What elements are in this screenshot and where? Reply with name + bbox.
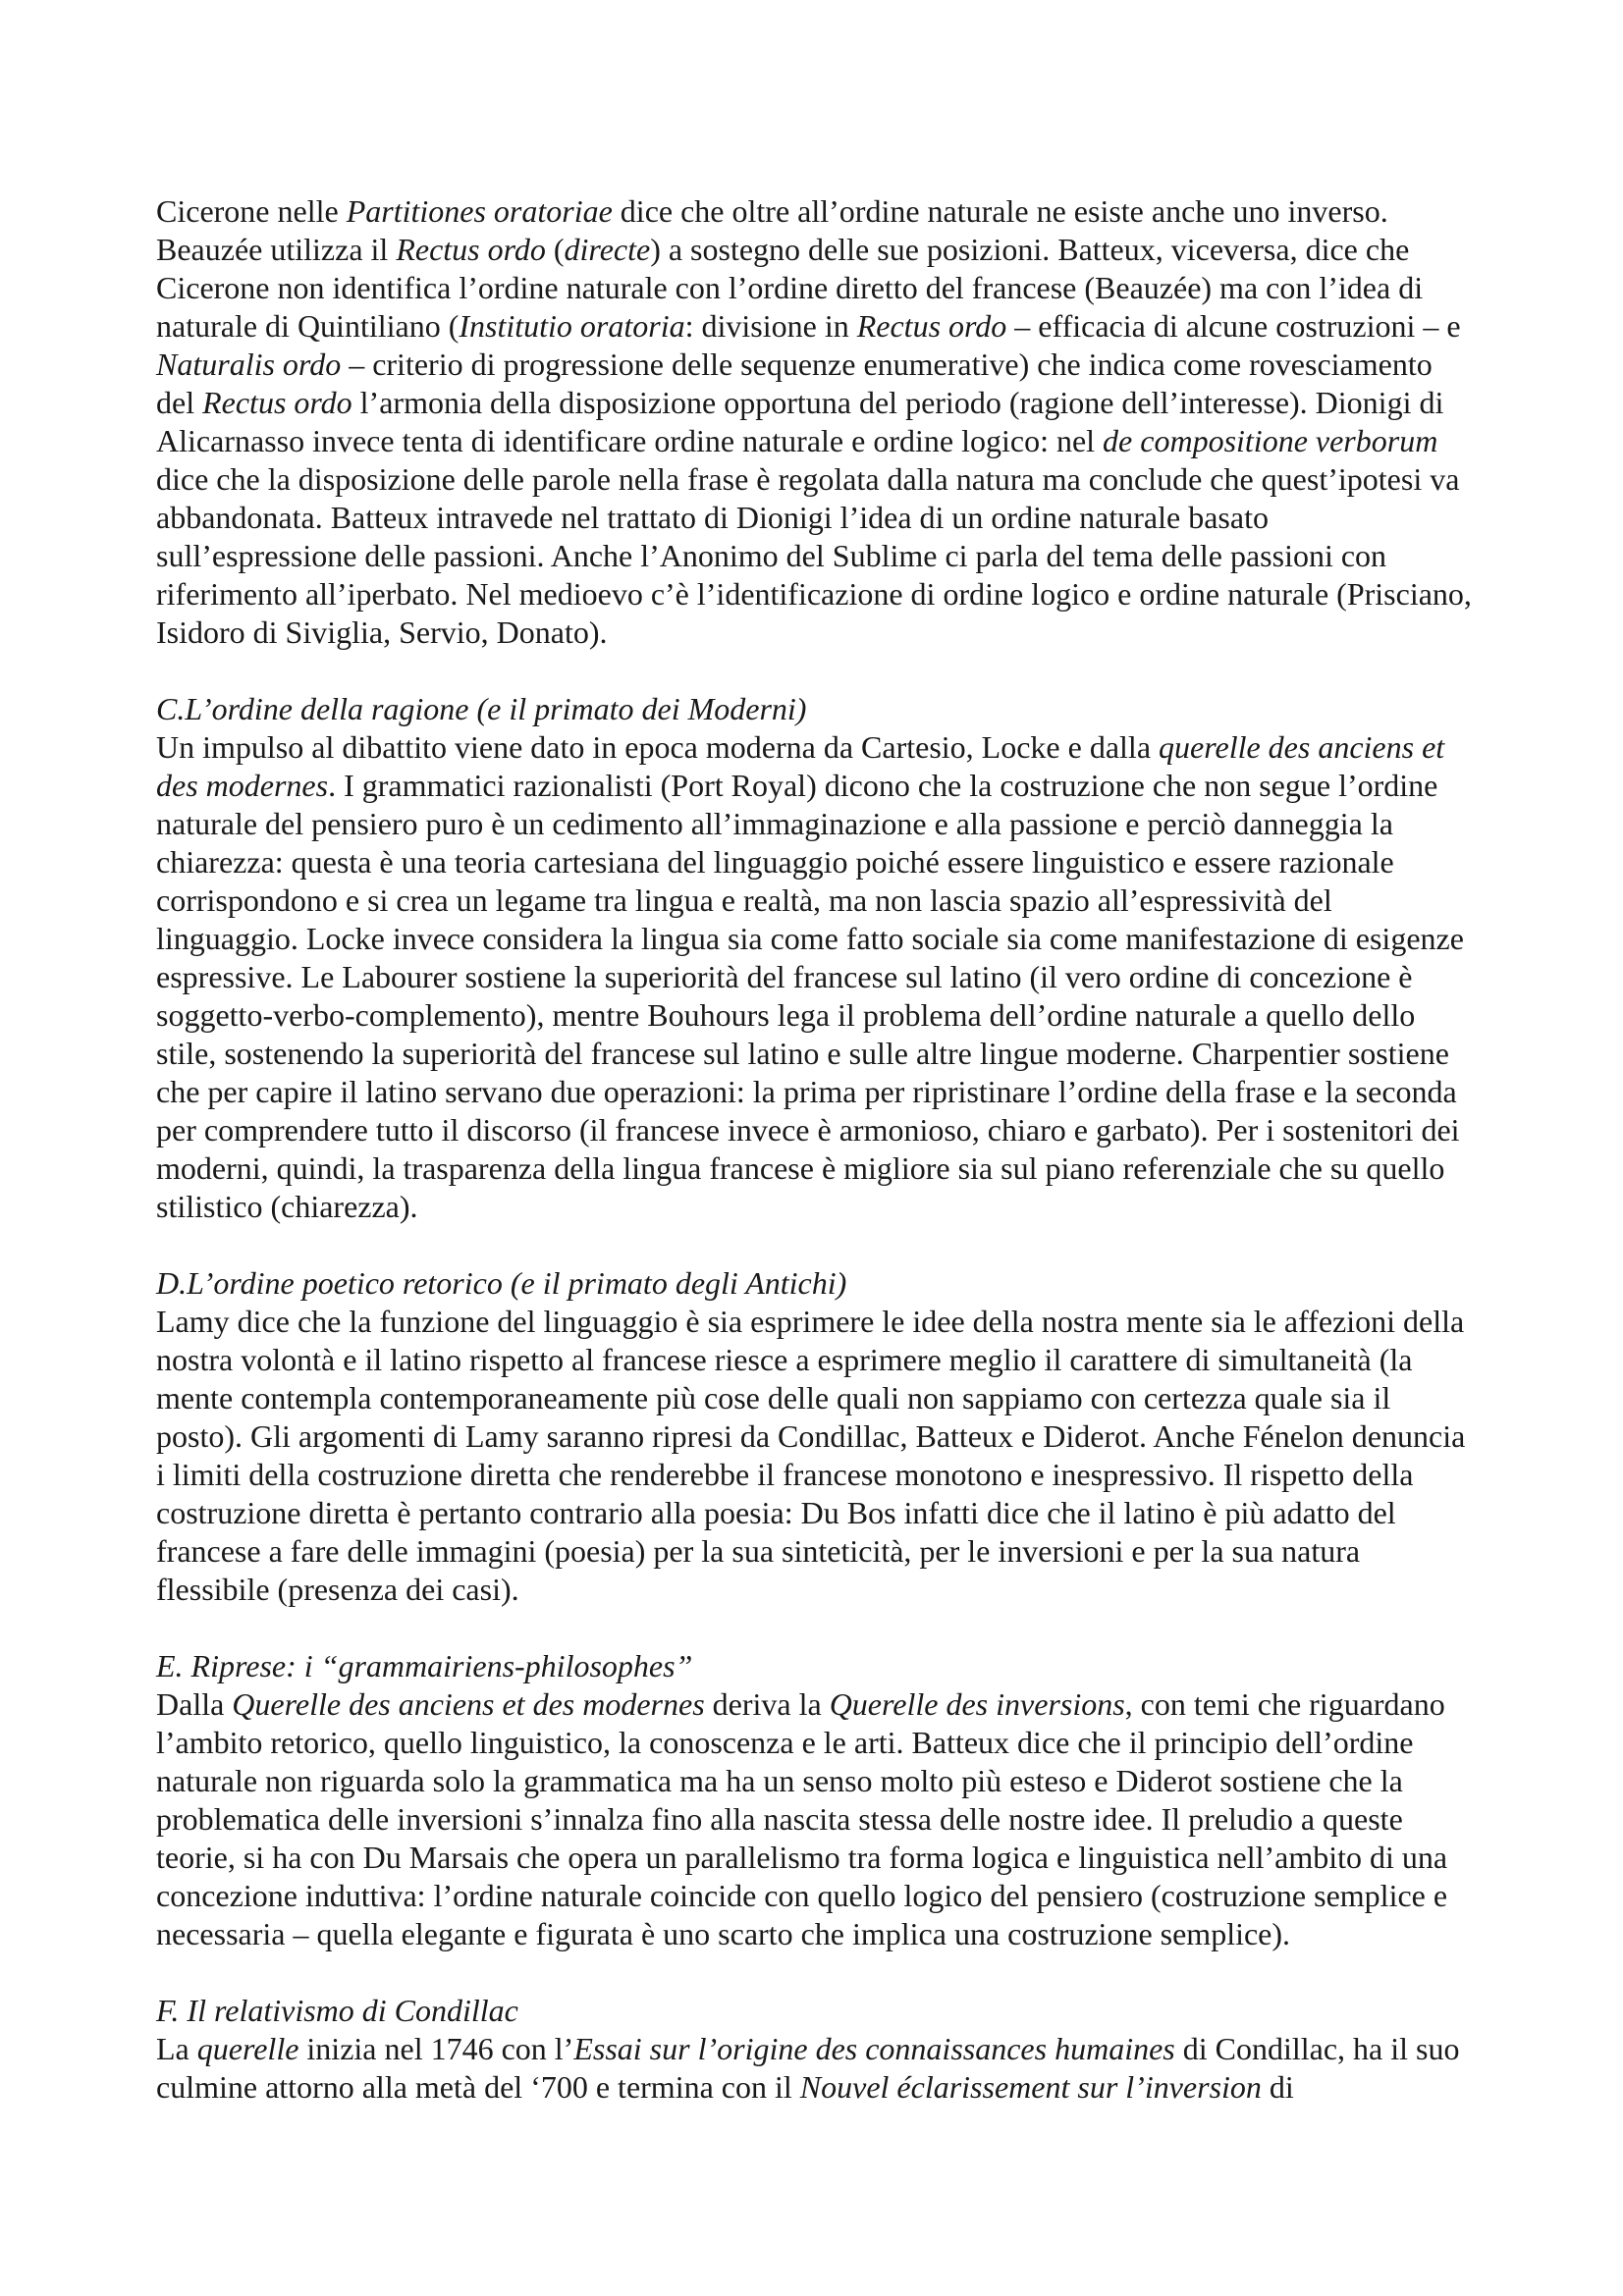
- text-segment: dice che la disposizione delle parole nella frase è regolata dalla natura ma conclude che quest’ipotesi va abbandonata. Batteux intravede nel trattato di Dionigi l’idea di un ordine naturale basato sull’espressione delle passioni. Anche l’Anonimo del Sublime ci parla del tema delle passioni con riferimento all’iperbato. Nel medioevo c’è l’identificazione di ordine logico e ordine naturale (Prisciano, Isidoro di Siviglia, Servio, Donato).: [156, 461, 1472, 650]
- italic-text-segment: Rectus ordo: [856, 308, 1007, 344]
- text-segment: Un impulso al dibattito viene dato in epoca moderna da Cartesio, Locke e dalla: [156, 729, 1160, 765]
- italic-text-segment: Querelle des anciens et des modernes: [232, 1686, 705, 1722]
- document-body: [156, 192, 1477, 2107]
- italic-text-segment: Partitiones oratoriae: [346, 193, 613, 229]
- section-paragraph-c: [156, 728, 1477, 1226]
- italic-text-segment: querelle des anciens et des modernes: [156, 729, 1445, 803]
- text-segment: ) a sostegno delle sue posizioni. Batteux, viceversa, dice che Cicerone non identifica l’ordine naturale con l’ordine diretto del francese (Beauzée) ma con l’idea di naturale di Quintiliano (: [156, 232, 1424, 344]
- text-segment: , con temi che riguardano l’ambito retorico, quello linguistico, la conoscenza e le arti. Batteux dice che il principio dell’ordine naturale non riguarda solo la grammatica ma ha un senso molto più esteso e Diderot sostiene che la problematica delle inversioni s’innalza fino alla nascita stessa delle nostre idee. Il preludio a queste teorie, si ha con Du Marsais che opera un parallelismo tra forma logica e linguistica nell’ambito di una concezione induttiva: l’ordine naturale coincide con quello logico del pensiero (costruzione semplice e necessaria – quella elegante e figurata è uno scarto che implica una costruzione semplice).: [156, 1686, 1448, 1951]
- text-segment: deriva la: [704, 1686, 830, 1722]
- italic-text-segment: Institutio oratoria: [459, 308, 685, 344]
- text-segment: La: [156, 2031, 197, 2066]
- section-heading-f: F. Il relativismo di Condillac: [156, 1993, 518, 2028]
- italic-text-segment: Querelle des inversions: [829, 1686, 1125, 1722]
- italic-text-segment: Rectus ordo: [202, 385, 352, 420]
- italic-text-segment: Rectus ordo: [396, 232, 546, 267]
- section-paragraph-d: [156, 1303, 1477, 1609]
- text-segment: Lamy dice che la funzione del linguaggio è sia esprimere le idee della nostra mente sia le affezioni della nostra volontà e il latino rispetto al francese riesce a esprimere meglio il carattere di simultaneità (la mente contempla contemporaneamente più cose delle quali non sappiamo con certezza quale sia il posto). Gli argomenti di Lamy saranno ripresi da Condillac, Batteux e Diderot. Anche Fénelon denuncia i limiti della costruzione diretta che renderebbe il francese monotono e inespressivo. Il rispetto della costruzione diretta è pertanto contrario alla poesia: Du Bos infatti dice che il latino è più adatto del francese a fare delle immagini (poesia) per la sua sinteticità, per le inversioni e per la sua natura flessibile (presenza dei casi).: [156, 1304, 1466, 1607]
- section-heading-e: E. Riprese: i “grammairiens-philosophes”: [156, 1648, 693, 1683]
- italic-text-segment: Naturalis ordo: [156, 347, 342, 382]
- italic-text-segment: querelle: [196, 2031, 299, 2066]
- italic-text-segment: directe: [564, 232, 651, 267]
- section-heading-c: C.L’ordine della ragione (e il primato dei Moderni): [156, 691, 807, 726]
- italic-text-segment: Essai sur l’origine des connaissances humaines: [573, 2031, 1175, 2066]
- text-segment: Dalla: [156, 1686, 233, 1722]
- text-segment: l’armonia della disposizione opportuna del periodo (ragione dell’interesse). Dionigi di Alicarnasso invece tenta di identificare ordine naturale e ordine logico: nel: [156, 385, 1444, 458]
- section-paragraph-e: [156, 1685, 1477, 1953]
- text-segment: di Condillac, ha il suo culmine attorno alla metà del ‘700 e termina con il: [156, 2031, 1460, 2105]
- italic-text-segment: de compositione verborum: [1103, 423, 1438, 458]
- intro-paragraph: [156, 192, 1477, 652]
- section-heading-d: D.L’ordine poetico retorico (e il primato degli Antichi): [156, 1265, 847, 1301]
- text-segment: – efficacia di alcune costruzioni – e: [1006, 308, 1461, 344]
- text-segment: : divisione in: [684, 308, 857, 344]
- text-segment: – criterio di progressione delle sequenze enumerative) che indica come rovesciamento del: [156, 347, 1433, 420]
- text-segment: . I grammatici razionalisti (Port Royal) dicono che la costruzione che non segue l’ordine naturale del pensiero puro è un cedimento all’immaginazione e alla passione e perciò danneggia la chiarezza: questa è una teoria cartesiana del linguaggio poiché essere linguistico e essere razionale corrispondono e si crea un legame tra lingua e realtà, ma non lascia spazio all’espressività del linguaggio. Locke invece considera la lingua sia come fatto sociale sia come manifestazione di esigenze espressive. Le Labourer sostiene la superiorità del francese sul latino (il vero ordine di concezione è soggetto-verbo-complemento), mentre Bouhours lega il problema dell’ordine naturale a quello dello stile, sostenendo la superiorità del francese sul latino e sulle altre lingue moderne. Charpentier sostiene che per capire il latino servano due operazioni: la prima per ripristinare l’ordine della frase e la seconda per comprendere tutto il discorso (il francese invece è armonioso, chiaro e garbato). Per i sostenitori dei moderni, quindi, la trasparenza della lingua francese è migliore sia sul piano referenziale che su quello stilistico (chiarezza).: [156, 768, 1464, 1224]
- text-segment: (: [545, 232, 565, 267]
- text-segment: inizia nel 1746 con l’: [298, 2031, 574, 2066]
- italic-text-segment: Nouvel éclarissement sur l’inversion: [799, 2069, 1262, 2105]
- text-segment: di: [1261, 2069, 1294, 2105]
- section-paragraph-f: [156, 2030, 1477, 2107]
- text-segment: dice che oltre all’ordine naturale ne esiste anche uno inverso. Beauzée utilizza il: [156, 193, 1388, 267]
- text-segment: Cicerone nelle: [156, 193, 347, 229]
